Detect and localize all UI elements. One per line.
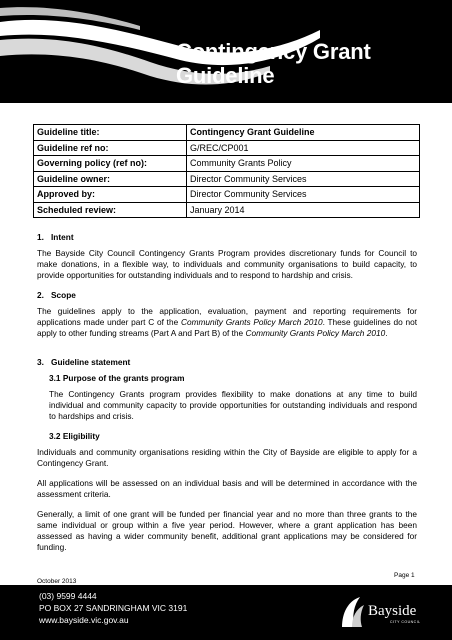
eligibility-paragraph-1: Individuals and community organisations residing within the City of Bayside are eligible to apply for a Contingency Grant.: [37, 447, 417, 468]
section-heading-intent: 1. Intent: [37, 232, 74, 242]
purpose-paragraph: The Contingency Grants program provides flexibility to make donations at any time to build individual and community capacity to provide opportunities for outstanding individuals and respond to hardships and crisis.: [49, 389, 417, 421]
title-line-1: Contingency Grant: [176, 39, 371, 64]
intent-paragraph: The Bayside City Council Contingency Grants Program provides discretionary funds for Council to make donations, in a flexible way, to individuals and community organisations to build capacity, to provide opportunities for outstanding individuals and to respond to hardship and crisis.: [37, 248, 417, 280]
guideline-info-table: [33, 124, 420, 218]
section-heading-scope: 2. Scope: [37, 290, 76, 300]
table-row: [34, 125, 420, 141]
table-label: Guideline title:: [34, 125, 187, 141]
table-row: [34, 202, 420, 218]
table-row: [34, 156, 420, 172]
document-date: October 2013: [37, 578, 77, 585]
eligibility-paragraph-3: Generally, a limit of one grant will be funded per financial year and no more than three grants to the same individual or group within a five year period. However, where a grant application has been assessed as having a wider community benefit, additional grant applications may be considered for funding.: [37, 509, 417, 552]
header-banner: [0, 0, 452, 103]
table-label: Governing policy (ref no):: [34, 156, 187, 172]
bayside-logo-icon: [338, 595, 366, 631]
bayside-logo: [338, 593, 438, 633]
table-label: Scheduled review:: [34, 202, 187, 218]
title-line-2: Guideline: [176, 63, 275, 88]
eligibility-heading-wrap: [37, 431, 417, 442]
table-row: [34, 140, 420, 156]
subsection-heading-eligibility: 3.2 Eligibility: [49, 431, 100, 441]
subsection-heading-purpose: 3.1 Purpose of the grants program: [49, 373, 185, 383]
table-value: Contingency Grant Guideline: [187, 125, 420, 141]
table-row: [34, 187, 420, 203]
footer-bar: [0, 585, 452, 640]
section-heading-statement: 3. Guideline statement: [37, 357, 131, 367]
footer-phone: (03) 9599 4444: [39, 591, 97, 601]
page-title: [176, 40, 371, 88]
logo-subtext: CITY COUNCIL: [390, 620, 421, 624]
table-value: Community Grants Policy: [187, 156, 420, 172]
statement-subsections: [37, 373, 417, 422]
table-row: [34, 171, 420, 187]
table-label: Approved by:: [34, 187, 187, 203]
table-value: G/REC/CP001: [187, 140, 420, 156]
page-number: Page 1: [394, 572, 415, 579]
eligibility-paragraph-2: All applications will be assessed on an individual basis and will be determined in accordance with the assessment criteria.: [37, 478, 417, 499]
table-label: Guideline ref no:: [34, 140, 187, 156]
footer-address: PO BOX 27 SANDRINGHAM VIC 3191: [39, 603, 188, 613]
logo-text: Bayside: [368, 603, 417, 619]
table-label: Guideline owner:: [34, 171, 187, 187]
footer-website: www.bayside.vic.gov.au: [39, 615, 129, 625]
scope-paragraph: The guidelines apply to the application, evaluation, payment and reporting requirements for applications made under part C of the Community Grants Policy March 2010. These guidelines do not apply to other funding streams (Part A and Part B) of the Community Grants Policy March 2010.: [37, 306, 418, 338]
table-value: Director Community Services: [187, 171, 420, 187]
document-body: [37, 232, 417, 562]
table-value: January 2014: [187, 202, 420, 218]
table-value: Director Community Services: [187, 187, 420, 203]
